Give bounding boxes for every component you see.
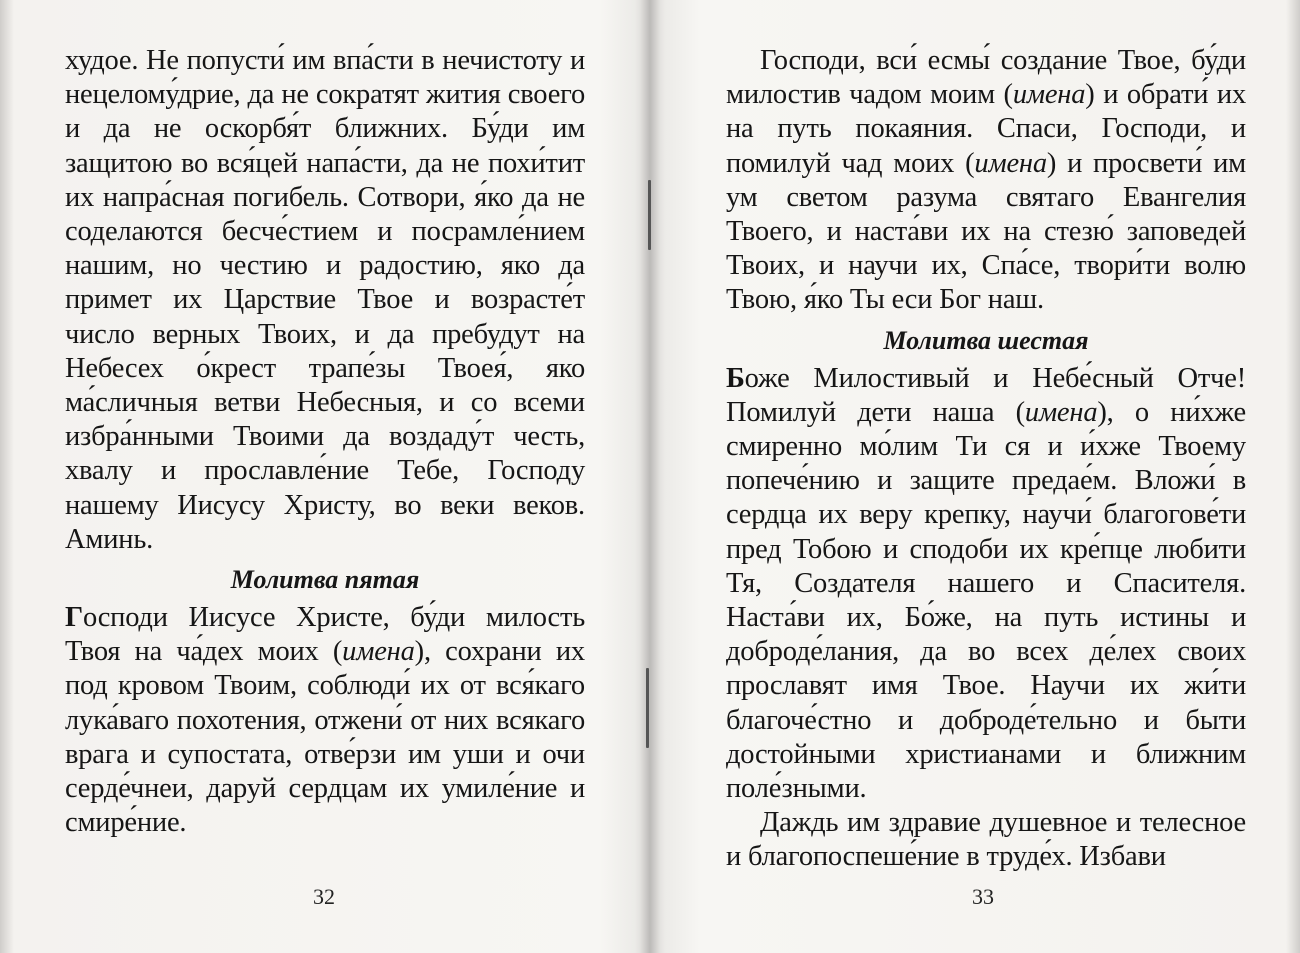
right-paragraph-1 bbox=[726, 44, 1246, 318]
right-paragraph-1-text-a: Господи, вси́ есмы́ создание Твое, бу́ди милостив чадом моим ( bbox=[726, 45, 1246, 111]
right-paragraph-1-text-b: ) и обрати́ их на путь покаяния. Спаси, Господи, и помилуй чад моих ( bbox=[726, 79, 1246, 179]
left-paragraph-1: худое. Не попусти́ им впа́сти в нечистоту и нецелому́дрие, да не сократят жития своего и да не оскорбя́т ближних. Бу́ди им защитою во вся́цей напа́сти, да не похи́тит их напра́сная погибель. Сотвори, я́ко да не соделаются бесче́стием и посрамле́нием нашим, но честию и радостию, яко да примет их Царствие Твое и возрасте́т число верных Твоих, и да пребудут на Небесех о́крест трапе́зы Твоея́, яко ма́сличныя ветви Небесныя, и со всеми избра́нными Твоими да воздаду́т честь, хвалу и прославле́ние Тебе, Господу нашему Иисусу Христу, во веки веков. Аминь. bbox=[65, 45, 585, 555]
right-paragraph-2 bbox=[726, 362, 1246, 807]
left-dropcap: Г bbox=[65, 602, 83, 634]
right-paragraph-1-italic-1: имена bbox=[1012, 79, 1086, 111]
left-page-number: 32 bbox=[313, 884, 335, 909]
right-page bbox=[726, 44, 1246, 875]
right-paragraph-1-italic-2: имена bbox=[974, 147, 1047, 179]
staple-bottom bbox=[646, 668, 649, 748]
right-paragraph-2-text-b: ), о ни́хже смиренно мо́лим Ти ся и и́хже Твоему попече́нию и защите предае́м. Вложи́ в сердца их веру крепку, научи́ благогове́ти пред Тобою и сподоби их кре́пце любити Тя, Создателя нашего и Спасителя. Наста́ви их, Бо́же, на путь истины и доброде́лания, да во всех де́лех своих прославят имя Твое. Научи их жи́ти благоче́стно и доброде́тельно и быти достойными христианами и ближним поле́зными. bbox=[726, 396, 1246, 805]
left-paragraph-2-text-b: ), сохрани их под кровом Твоим, соблюди́ их от вся́каго лука́ваго похотения, отжени́ от них всякаго врага и супостата, отве́рзи им уши и очи серде́чнеи, даруй сердцам их умиле́ние и смире́ние. bbox=[65, 636, 585, 839]
right-paragraph-2-italic: имена bbox=[1024, 396, 1098, 428]
staple-top bbox=[648, 180, 651, 250]
left-heading: Молитва пятая bbox=[230, 565, 420, 595]
book-gutter bbox=[640, 0, 660, 953]
right-dropcap: Б bbox=[726, 362, 745, 394]
left-paragraph-2-text-a: осподи Иисусе Христе, бу́ди милость Твоя на ча́дех моих ( bbox=[65, 602, 585, 668]
right-heading: Молитва шестая bbox=[883, 325, 1089, 355]
right-paragraph-1-text-c: ) и просвети́ им ум светом разума святаго Евангелия Твоего, и наста́ви их на стезю́ заповедей Твоих, и научи их, Спа́се, твори́ти волю Твою, я́ко Ты еси Бог наш. bbox=[726, 147, 1246, 316]
left-paragraph-2 bbox=[65, 601, 585, 840]
left-page bbox=[65, 44, 585, 840]
right-paragraph-2-text-a: оже Милостивый и Небе́сный Отче! Помилуй дети наша ( bbox=[726, 362, 1246, 428]
right-paragraph-3: Даждь им здравие душевное и телесное и благопоспеше́ние в труде́х. Избави bbox=[726, 807, 1246, 873]
left-paragraph-2-italic: имена bbox=[342, 636, 415, 668]
right-page-number: 33 bbox=[972, 884, 994, 909]
